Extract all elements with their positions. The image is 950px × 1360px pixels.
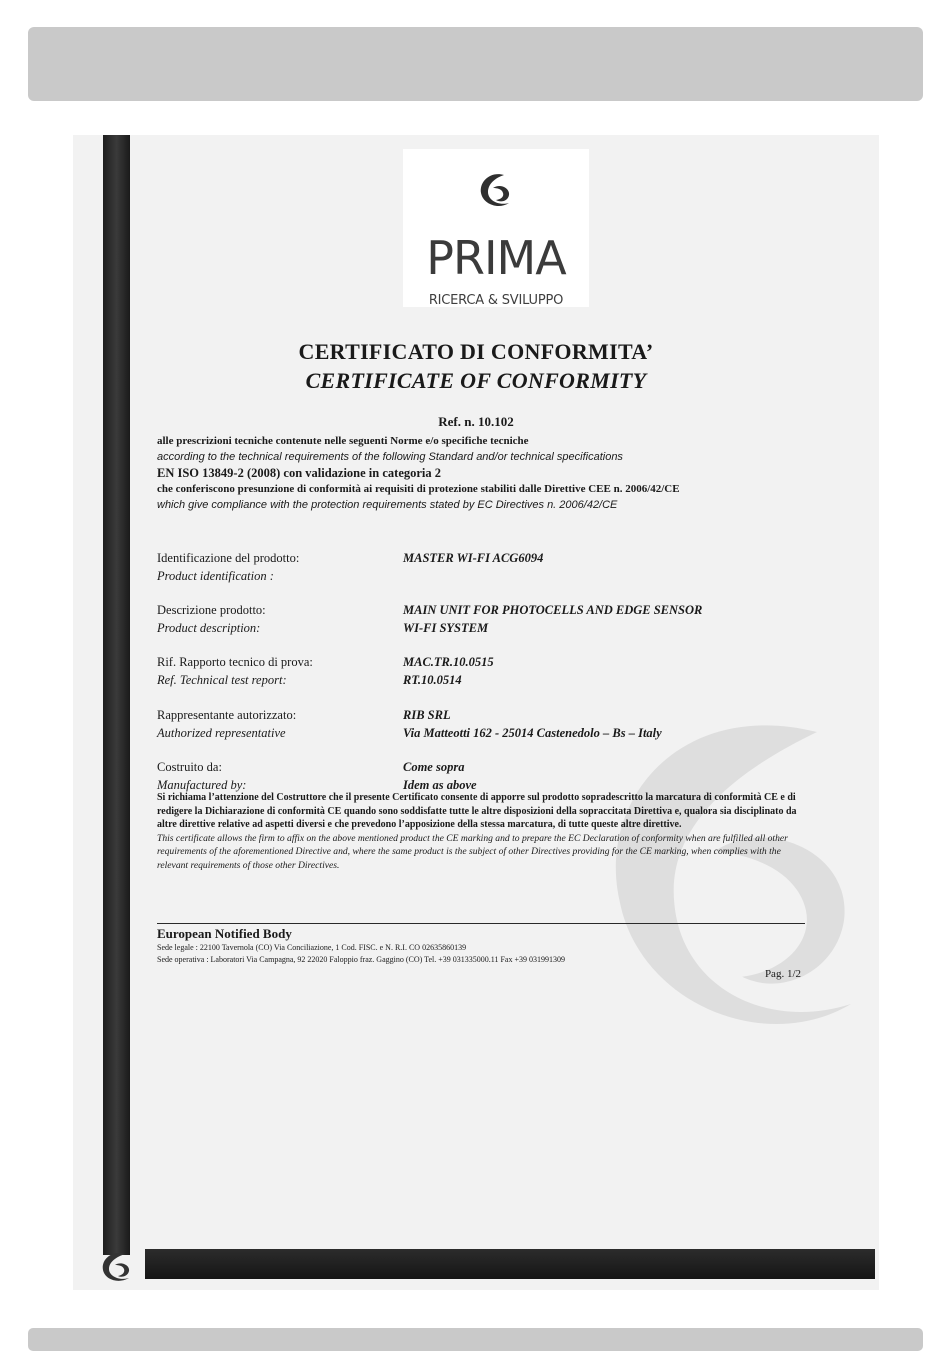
left-decorative-strip: [103, 135, 130, 1255]
field-label-en: Product description:: [157, 621, 261, 635]
prima-swirl-icon: [476, 171, 516, 211]
field-label-it: Identificazione del prodotto:: [157, 551, 300, 565]
field-label-en: Manufactured by:: [157, 778, 247, 792]
reference-number: Ref. n. 10.102: [438, 414, 514, 429]
logo-subtitle: RICERCA & SVILUPPO: [428, 293, 564, 308]
field-test-report: [157, 653, 797, 689]
field-product-identification: [157, 549, 797, 585]
intro-line2-it: che conferiscono presunzione di conformità ai requisiti di protezione stabiliti dalle Direttive CEE n. 2006/42/CE: [157, 483, 680, 495]
field-label-en: Authorized representative: [157, 726, 286, 740]
footer-divider: [157, 923, 805, 924]
intro-line2-en: which give compliance with the protection requirements stated by EC Directives n. 2006/42/CE: [157, 499, 618, 511]
notice-english: This certificate allows the firm to affix on the above mentioned product the CE marking and to prepare the EC Declaration of conformity when are fulfilled all other requirements of the aforementioned Directive and, where the same product is the subject of other Directives providing for the CE marking, when complies with the relevant requirements of those other Directives.: [157, 832, 788, 871]
swirl-watermark-icon: [579, 695, 879, 1075]
field-manufacturer: [157, 758, 797, 794]
field-authorized-representative: [157, 706, 797, 742]
field-label-it: Costruito da:: [157, 760, 222, 774]
notice-italian: Si richiama l’attenzione del Costruttore che il presente Certificato consente di apporre sul prodotto sopradescritto la marcatura di conformità CE e di redigere la Dichiarazione di conformità CE quando sono soddisfatte tutte le altre disposizioni della sopraccitata Direttiva e, qualora sia disciplinato da altre direttive relative ad aspetti diversi e che prevedono l’apposizione della stessa marcatura, di tutte queste altre direttive.: [157, 792, 797, 830]
intro-standard: EN ISO 13849-2 (2008) con validazione in categoria 2: [157, 466, 442, 480]
field-value-2: RT.10.0514: [403, 673, 462, 687]
field-value-1: MAC.TR.10.0515: [403, 655, 494, 669]
field-label-it: Rappresentante autorizzato:: [157, 708, 297, 722]
page-number: Pag. 1/2: [764, 968, 801, 980]
ce-notice: [157, 791, 797, 872]
field-label-it: Rif. Rapporto tecnico di prova:: [157, 655, 313, 669]
field-value-1: RIB SRL: [403, 708, 451, 722]
field-product-description: [157, 601, 797, 637]
header-bar: [28, 27, 923, 101]
prima-logo: [403, 149, 589, 307]
footer-bar: [28, 1328, 923, 1351]
intro-text: [157, 433, 797, 513]
intro-line1-en: according to the technical requirements of the following Standard and/or technical specifications: [157, 451, 623, 463]
operational-address: Sede operativa : Laboratori Via Campagna, 92 22020 Faloppio fraz. Gaggino (CO) Tel. +39 031335000.11 Fax +39 031991309: [157, 955, 565, 964]
field-value-1: MASTER WI-FI ACG6094: [403, 551, 544, 565]
corner-swirl-icon: [97, 1250, 137, 1284]
field-value-2: WI-FI SYSTEM: [403, 621, 489, 635]
field-value-2: Idem as above: [403, 778, 477, 792]
field-label-it: Descrizione prodotto:: [157, 603, 266, 617]
bottom-decorative-strip: [145, 1249, 875, 1279]
field-value-1: Come sopra: [403, 760, 465, 774]
legal-address: Sede legale : 22100 Tavernola (CO) Via Conciliazione, 1 Cod. FISC. e N. R.I. CO 02635860139: [157, 943, 467, 952]
notified-body-title: European Notified Body: [157, 926, 292, 941]
field-value-1: MAIN UNIT FOR PHOTOCELLS AND EDGE SENSOR: [403, 603, 703, 617]
logo-name: PRIMA: [426, 231, 566, 285]
certificate-scan: [73, 135, 879, 1290]
title-english: CERTIFICATE OF CONFORMITY: [305, 368, 647, 393]
field-label-en: Ref. Technical test report:: [157, 673, 287, 687]
field-label-en: Product identification :: [157, 569, 274, 583]
title-italian: CERTIFICATO DI CONFORMITA’: [298, 339, 654, 364]
field-value-2: Via Matteotti 162 - 25014 Castenedolo – Bs – Italy: [403, 726, 662, 740]
intro-line1-it: alle prescrizioni tecniche contenute nelle seguenti Norme e/o specifiche tecniche: [157, 435, 529, 447]
